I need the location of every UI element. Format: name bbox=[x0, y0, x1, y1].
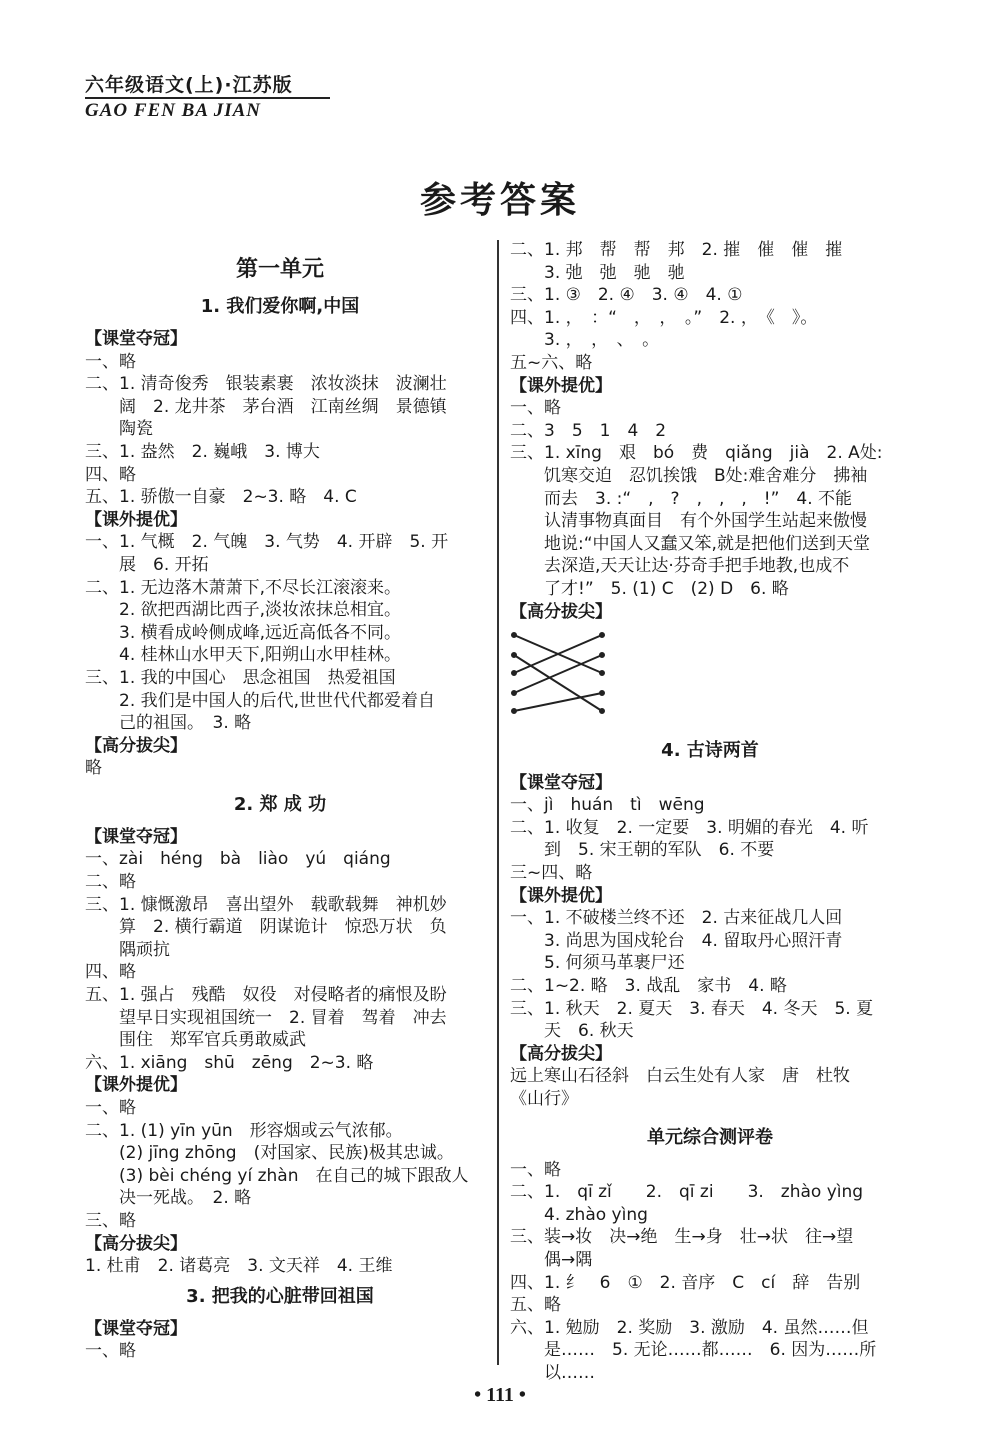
answer-line: 三、略 bbox=[85, 1210, 136, 1231]
answer-line: 二、1. 清奇俊秀 银装素裹 浓妆淡抹 波澜壮 bbox=[85, 374, 447, 395]
answer-line: 4. 桂林山水甲天下,阳朔山水甲桂林。 bbox=[119, 645, 402, 666]
section-heading: 【高分拔尖】 bbox=[510, 601, 612, 622]
column-divider bbox=[497, 240, 499, 1365]
page-title: 参考答案 bbox=[419, 180, 580, 221]
unit-title: 第一单元 bbox=[235, 257, 324, 282]
answer-line: 2. 我们是中国人的后代,世世代代都爱着自 bbox=[119, 690, 436, 711]
answer-line: (2) jīng zhōng (对国家、民族)极其忠诚。 bbox=[119, 1143, 454, 1164]
answer-line: (3) bèi chéng yí zhàn 在自己的城下跟敌人 bbox=[119, 1165, 469, 1186]
right-column bbox=[510, 239, 910, 1385]
answer-line: 《山行》 bbox=[510, 1089, 578, 1109]
answer-line: 四、略 bbox=[85, 464, 136, 485]
answer-list bbox=[85, 328, 475, 780]
answer-line: 四、略 bbox=[85, 962, 136, 983]
answer-line: 陶瓷 bbox=[119, 419, 153, 440]
answer-line: 1. 杜甫 2. 诸葛亮 3. 文天祥 4. 王维 bbox=[85, 1256, 393, 1277]
answer-line: 远上寒山石径斜 白云生处有人家 唐 杜牧 bbox=[510, 1066, 850, 1087]
answer-line: 隅顽抗 bbox=[119, 939, 170, 960]
answer-line: 六、1. xiāng shū zēng 2~3. 略 bbox=[85, 1052, 374, 1073]
answer-line: 二、1~2. 略 3. 战乱 家书 4. 略 bbox=[510, 976, 787, 997]
answer-line: 一、zài héng bà liào yú qiáng bbox=[85, 849, 391, 870]
section-heading: 【课外提优】 bbox=[85, 509, 187, 530]
answer-line: 偶→隅 bbox=[544, 1249, 593, 1270]
matching-lines-figure bbox=[510, 627, 910, 724]
section-heading: 【课堂夺冠】 bbox=[85, 329, 187, 349]
book-subtitle: GAO FEN BA JIAN bbox=[85, 100, 262, 121]
answer-line: 3. ， ， 、 。 bbox=[544, 330, 660, 351]
answer-line: 一、略 bbox=[85, 1098, 136, 1118]
answer-line: 三、1. xīng 艰 bó 费 qiǎng jià 2. A处: bbox=[510, 443, 883, 464]
answer-line: 到 5. 宋王朝的军队 6. 不要 bbox=[544, 840, 775, 861]
answer-line: 三、1. 盎然 2. 巍峨 3. 博大 bbox=[85, 441, 320, 462]
answer-line: 阔 2. 龙井茶 茅台酒 江南丝绸 景德镇 bbox=[119, 396, 447, 417]
lesson-title: 4. 古诗两首 bbox=[661, 739, 759, 761]
answer-line: 三、1. 秋天 2. 夏天 3. 春天 4. 冬天 5. 夏 bbox=[510, 998, 874, 1019]
section-heading: 【课堂夺冠】 bbox=[85, 826, 187, 847]
answer-line: 四、1. 纟 6 ① 2. 音序 C cí 辞 告别 bbox=[510, 1272, 861, 1293]
lesson-title: 1. 我们爱你啊,中国 bbox=[200, 296, 360, 317]
answer-line: 一、1. 不破楼兰终不还 2. 古来征战几人回 bbox=[510, 908, 843, 929]
answer-line: 略 bbox=[85, 758, 102, 779]
answer-line: 一、jì huán tì wēng bbox=[510, 795, 705, 816]
answer-line: 三~四、略 bbox=[510, 863, 593, 884]
answer-line: 一、略 bbox=[510, 1159, 561, 1180]
answer-line: 是…… 5. 无论……都…… 6. 因为……所 bbox=[544, 1340, 877, 1361]
answer-line: 四、1. ， ：“ ， ， 。” 2. ， 《 》。 bbox=[510, 307, 818, 328]
answer-line: 二、1. 收复 2. 一定要 3. 明媚的春光 4. 听 bbox=[510, 817, 869, 838]
answer-list bbox=[85, 826, 475, 1278]
answer-line: 二、略 bbox=[85, 872, 136, 893]
section-heading: 【课外提优】 bbox=[510, 885, 612, 906]
answer-line: 认清事物真面目 有个外国学生站起来傲慢 bbox=[544, 511, 867, 532]
answer-line: 三、1. 我的中国心 思念祖国 热爱祖国 bbox=[85, 667, 396, 688]
answer-line: 而去 3. :“ , ? , , , !” 4. 不能 bbox=[544, 488, 853, 509]
section-heading: 【高分拔尖】 bbox=[510, 1043, 612, 1064]
answer-line: 己的祖国。 3. 略 bbox=[119, 713, 252, 734]
answer-list bbox=[85, 1318, 475, 1363]
section-heading: 【课堂夺冠】 bbox=[510, 772, 612, 793]
answer-line: 算 2. 横行霸道 阴谋诡计 惊恐万状 负 bbox=[119, 917, 447, 938]
answer-line: 五~六、略 bbox=[510, 352, 593, 373]
answer-line: 二、1. qī zǐ 2. qī zi 3. zhào yìng bbox=[510, 1182, 864, 1203]
lesson-title: 单元综合测评卷 bbox=[647, 1126, 773, 1148]
answer-line: 3. 横看成岭侧成峰,远近高低各不同。 bbox=[119, 622, 402, 643]
answer-line: 五、略 bbox=[510, 1295, 561, 1316]
answer-list bbox=[510, 772, 910, 1111]
section-heading: 【课堂夺冠】 bbox=[85, 1318, 187, 1339]
answer-line: 去深造,天天让达·芬奇手把手地教,也成不 bbox=[544, 556, 850, 577]
answer-line: 望早日实现祖国统一 2. 冒着 驾着 冲去 bbox=[119, 1007, 447, 1028]
answer-line: 以…… bbox=[544, 1362, 595, 1383]
book-header bbox=[85, 74, 345, 121]
answer-list bbox=[510, 239, 910, 623]
section-heading: 【高分拔尖】 bbox=[85, 1233, 187, 1254]
page-number: • 111 • bbox=[474, 1384, 526, 1406]
answer-line: 一、略 bbox=[510, 398, 561, 419]
answer-line: 围住 郑军官兵勇敢威武 bbox=[119, 1030, 306, 1051]
lesson-title: 3. 把我的心脏带回祖国 bbox=[186, 1285, 374, 1307]
answer-line: 地说:“中国人又蠢又笨,就是把他们送到天堂 bbox=[544, 533, 870, 554]
answer-line: 六、1. 勉励 2. 奖励 3. 激励 4. 虽然……但 bbox=[510, 1317, 869, 1338]
section-heading: 【课外提优】 bbox=[85, 1075, 187, 1096]
answer-line: 一、略 bbox=[85, 351, 136, 372]
header-rule bbox=[85, 97, 330, 99]
answer-line: 三、1. ③ 2. ④ 3. ④ 4. ① bbox=[510, 285, 743, 306]
answer-line: 二、1. (1) yīn yūn 形容烟或云气浓郁。 bbox=[85, 1120, 403, 1141]
answer-line: 决一死战。 2. 略 bbox=[119, 1188, 252, 1209]
answer-line: 5. 何须马革裹尸还 bbox=[544, 953, 685, 974]
answer-line: 3. 弛 弛 驰 驰 bbox=[544, 262, 685, 283]
answer-line: 展 6. 开拓 bbox=[119, 554, 209, 575]
answer-line: 一、1. 气概 2. 气魄 3. 气势 4. 开辟 5. 开 bbox=[85, 532, 449, 553]
answer-line: 4. zhào yìng bbox=[544, 1204, 648, 1225]
answer-line: 2. 欲把西湖比西子,淡妆浓抹总相宜。 bbox=[119, 600, 402, 621]
answer-line: 二、1. 无边落木萧萧下,不尽长江滚滚来。 bbox=[85, 577, 402, 598]
lesson-title: 2. 郑 成 功 bbox=[233, 793, 327, 815]
answer-line: 3. 尚思为国戍轮台 4. 留取丹心照汗青 bbox=[544, 930, 843, 951]
match-line bbox=[514, 655, 602, 693]
answer-list bbox=[510, 1159, 910, 1385]
answer-line: 三、装→妆 决→绝 生→身 壮→状 往→望 bbox=[510, 1227, 854, 1248]
answer-line: 二、3 5 1 4 2 bbox=[510, 420, 667, 441]
answer-line: 了才!” 5. (1) C (2) D 6. 略 bbox=[544, 578, 789, 599]
answer-line: 天 6. 秋天 bbox=[544, 1021, 634, 1042]
answer-line: 五、1. 骄傲一自豪 2~3. 略 4. C bbox=[85, 487, 357, 508]
answer-line: 饥寒交迫 忍饥挨饿 B处:难舍难分 拂袖 bbox=[544, 465, 868, 486]
book-title: 六年级语文(上)·江苏版 bbox=[85, 74, 293, 96]
answer-line: 二、1. 邦 帮 帮 邦 2. 摧 催 催 摧 bbox=[510, 240, 843, 260]
answer-line: 五、1. 强占 残酷 奴役 对侵略者的痛恨及盼 bbox=[85, 985, 447, 1006]
section-heading: 【高分拔尖】 bbox=[85, 735, 187, 756]
answer-line: 一、略 bbox=[85, 1341, 136, 1362]
answer-line: 三、1. 慷慨激昂 喜出望外 载歌载舞 神机妙 bbox=[85, 894, 447, 915]
section-heading: 【课外提优】 bbox=[510, 375, 612, 396]
left-column bbox=[85, 252, 475, 1363]
